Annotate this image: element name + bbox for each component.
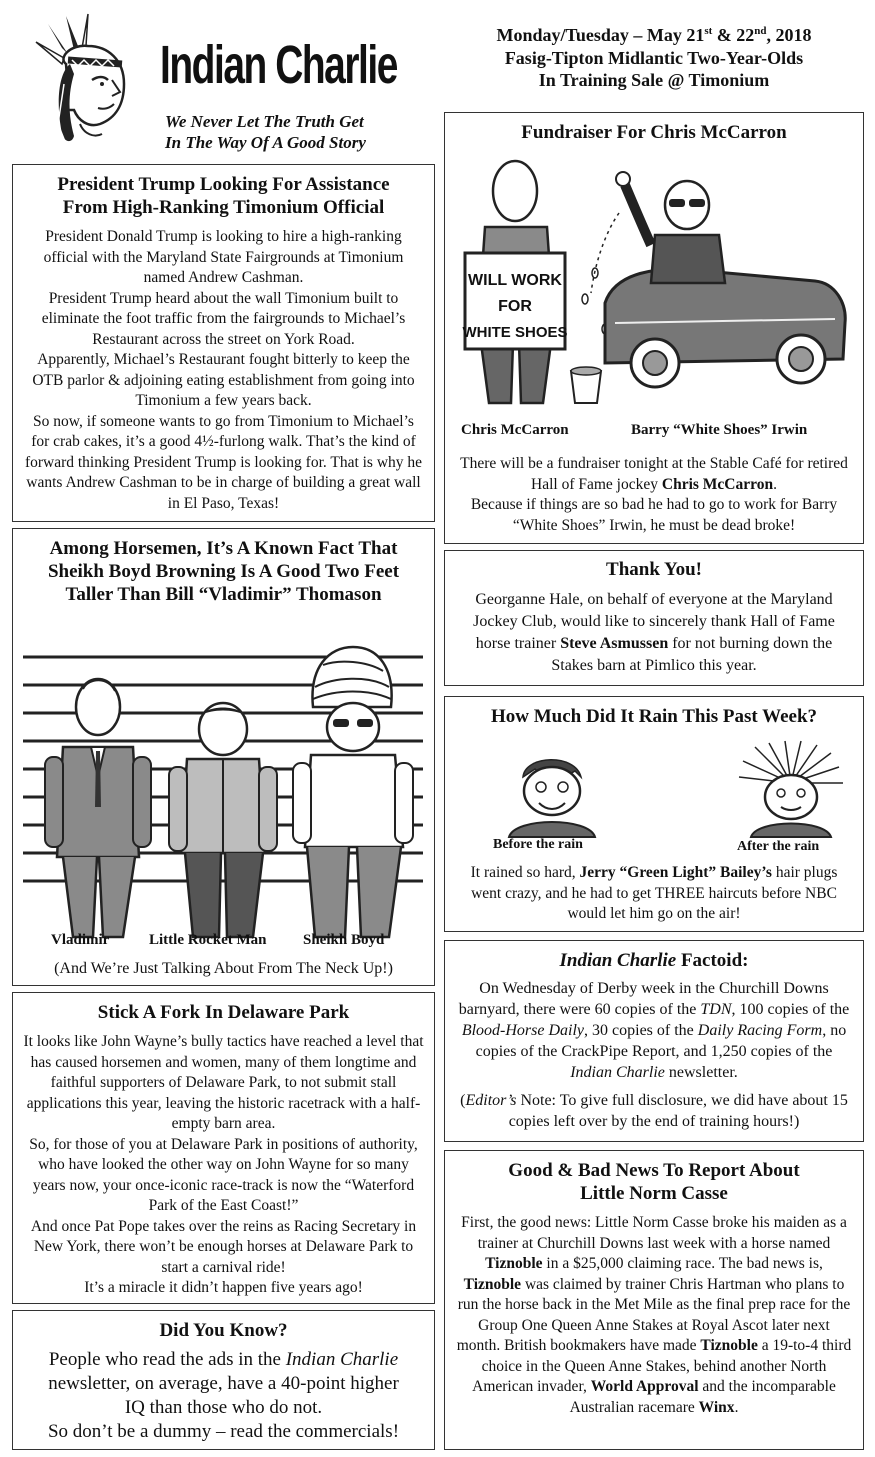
- caption-little-rocket-man: Little Rocket Man: [149, 932, 267, 948]
- article-fundraiser: [444, 112, 864, 544]
- issue-date: Monday/Tuesday – May 21st & 22nd, 2018: [496, 25, 812, 45]
- article-title: How Much Did It Rain This Past Week?: [490, 706, 818, 727]
- caption-before-rain: Before the rain: [493, 837, 583, 852]
- article-title: Indian Charlie Factoid:: [559, 950, 749, 971]
- tagline-line-2: In The Way Of A Good Story: [165, 133, 366, 152]
- paragraph: Apparently, Michael’s Restaurant fought bitterly to keep the OTB parlor & adjoining eating establishment from going into Timonium a few years back.: [32, 351, 415, 409]
- article-thank-you: [444, 550, 864, 686]
- article-body: [13, 1024, 434, 1299]
- indian-head-logo-icon: [28, 14, 138, 154]
- article-title: Fundraiser For Chris McCarron: [521, 122, 787, 143]
- article-rain: [444, 696, 864, 932]
- lineup-footer: (And We’re Just Talking About From The Neck Up!): [54, 960, 393, 977]
- tagline-line-1: We Never Let The Truth Get: [165, 112, 364, 131]
- figure-sheikh-boyd: [293, 647, 413, 937]
- article-trump: [12, 164, 435, 522]
- caption-vladimir: Vladimir: [51, 932, 110, 948]
- after-rain-cartoon: [735, 743, 845, 837]
- figure-vladimir: [45, 679, 151, 937]
- article-body: [445, 972, 863, 1132]
- article-title: Stick A Fork In Delaware Park: [97, 1002, 350, 1023]
- paragraph: There will be a fundraiser tonight at the Stable Café for retired Hall of Fame jockey Chris McCarron.: [460, 455, 848, 493]
- sale-name: Fasig-Tipton Midlantic Two-Year-Olds: [504, 47, 804, 68]
- article-body: [445, 1205, 863, 1418]
- article-casse: [444, 1150, 864, 1450]
- article-title: President Trump Looking For Assistance From High-Ranking Timonium Official: [57, 174, 390, 218]
- article-title: Did You Know?: [159, 1320, 288, 1341]
- paragraph: It’s a miracle it didn’t happen five years ago!: [84, 1279, 363, 1296]
- paragraph: (Editor’s Note: To give full disclosure, we did have about 15 copies left over by the end of training hours!): [460, 1092, 848, 1130]
- article-title: Good & Bad News To Report About Little Norm Casse: [508, 1160, 800, 1204]
- police-lineup-cartoon: [23, 647, 423, 947]
- before-rain-cartoon: [495, 747, 605, 837]
- paragraph: It looks like John Wayne’s bully tactics have reached a level that has caused horsemen and women, many of them longtime and faithful supporters of Delaware Park, to not submit stall applications this year, leaving the historic racetrack with a half-empty barn area.: [23, 1033, 424, 1132]
- issue-header: [444, 20, 864, 92]
- fundraiser-cartoon: [455, 153, 855, 413]
- paragraph: So, for those of you at Delaware Park in positions of authority, who have looked the other way on John Wayne for so many years now, your once-iconic race-track is now the “Waterford Park of the East Coast!”: [29, 1135, 418, 1214]
- sign-text-1: WILL WORK: [468, 272, 562, 289]
- paragraph: Georganne Hale, on behalf of everyone at the Maryland Jockey Club, would like to sincerely thank Hall of Fame horse trainer Steve Asmussen for not burning down the Stakes barn at Pimlico this year.: [473, 591, 835, 674]
- article-body: People who read the ads in the Indian Charlie newsletter, on average, have a 40-point higher IQ than those who do not. So don’t be a dummy – read the commercials!: [47, 1349, 400, 1442]
- article-lineup: [12, 528, 435, 986]
- article-title: Thank You!: [606, 559, 702, 580]
- article-body: [13, 219, 434, 514]
- caption-barry-irwin: Barry “White Shoes” Irwin: [631, 422, 808, 438]
- article-did-you-know: [12, 1310, 435, 1450]
- paragraph: First, the good news: Little Norm Casse broke his maiden as a trainer at Churchill Downs last week with a horse named Tiznoble in a $25,000 claiming race. The bad news is, Tiznoble was claimed by trainer Chris Hartman who plans to run the horse back in the Met Mile as the final prep race for the Group One Queen Anne Stakes at Royal Ascot later next month. British bookmakers have made Tiznoble a 19-to-4 third choice in the Queen Anne Stakes, behind another North American invader, World Approval and the incomparable Australian racemare Winx.: [456, 1214, 852, 1416]
- paragraph: So now, if someone wants to go from Timonium to Michael’s for crab cakes, it’s a good 4½-furlong walk. That’s the kind of forward thinking President Trump is looking for. That is why he wants Andrew Cashman to be in charge of building a great wall in El Paso, Texas!: [24, 412, 423, 512]
- paragraph: It rained so hard, Jerry “Green Light” Bailey’s hair plugs went crazy, and he had to get THREE haircuts before NBC would let him go on the air!: [470, 864, 838, 922]
- article-body: [445, 454, 863, 536]
- caption-chris-mccarron: Chris McCarron: [461, 422, 569, 438]
- sign-text-2: FOR: [498, 298, 532, 315]
- paragraph: President Trump heard about the wall Timonium built to eliminate the foot traffic from the fairgrounds to Michael’s Restaurant across the street on York Road.: [41, 289, 406, 348]
- masthead: [0, 0, 440, 160]
- caption-after-rain: After the rain: [737, 839, 820, 854]
- paragraph: President Donald Trump is looking to hire a high-ranking official with the Maryland State Fairgrounds at Timonium named Andrew Cashman.: [43, 228, 404, 286]
- sale-location: In Training Sale @ Timonium: [538, 70, 770, 90]
- article-body: [445, 581, 863, 677]
- article-delaware: [12, 992, 435, 1304]
- caption-sheikh-boyd: Sheikh Boyd: [303, 932, 385, 948]
- sign-text-3: WHITE SHOES: [462, 324, 568, 341]
- newsletter-title: Indian Charlie: [160, 35, 397, 95]
- article-title: Among Horsemen, It’s A Known Fact That Sheikh Boyd Browning Is A Good Two Feet Taller Than Bill “Vladimir” Thomason: [47, 538, 400, 605]
- article-factoid: [444, 940, 864, 1142]
- figure-little-rocket-man: [169, 703, 277, 937]
- paragraph: Because if things are so bad he had to go to work for Barry “White Shoes” Irwin, he must be dead broke!: [470, 496, 838, 534]
- paragraph: And once Pat Pope takes over the reins as Racing Secretary in New York, there won’t be enough horses at Delaware Park to start a carnival ride!: [30, 1217, 417, 1276]
- article-body: [445, 863, 863, 925]
- paragraph: On Wednesday of Derby week in the Churchill Downs barnyard, there were 60 copies of the TDN, 100 copies of the Blood-Horse Daily, 30 copies of the Daily Racing Form, no copies of the CrackPipe Report, and 1,250 copies of the Indian Charlie newsletter.: [458, 980, 850, 1081]
